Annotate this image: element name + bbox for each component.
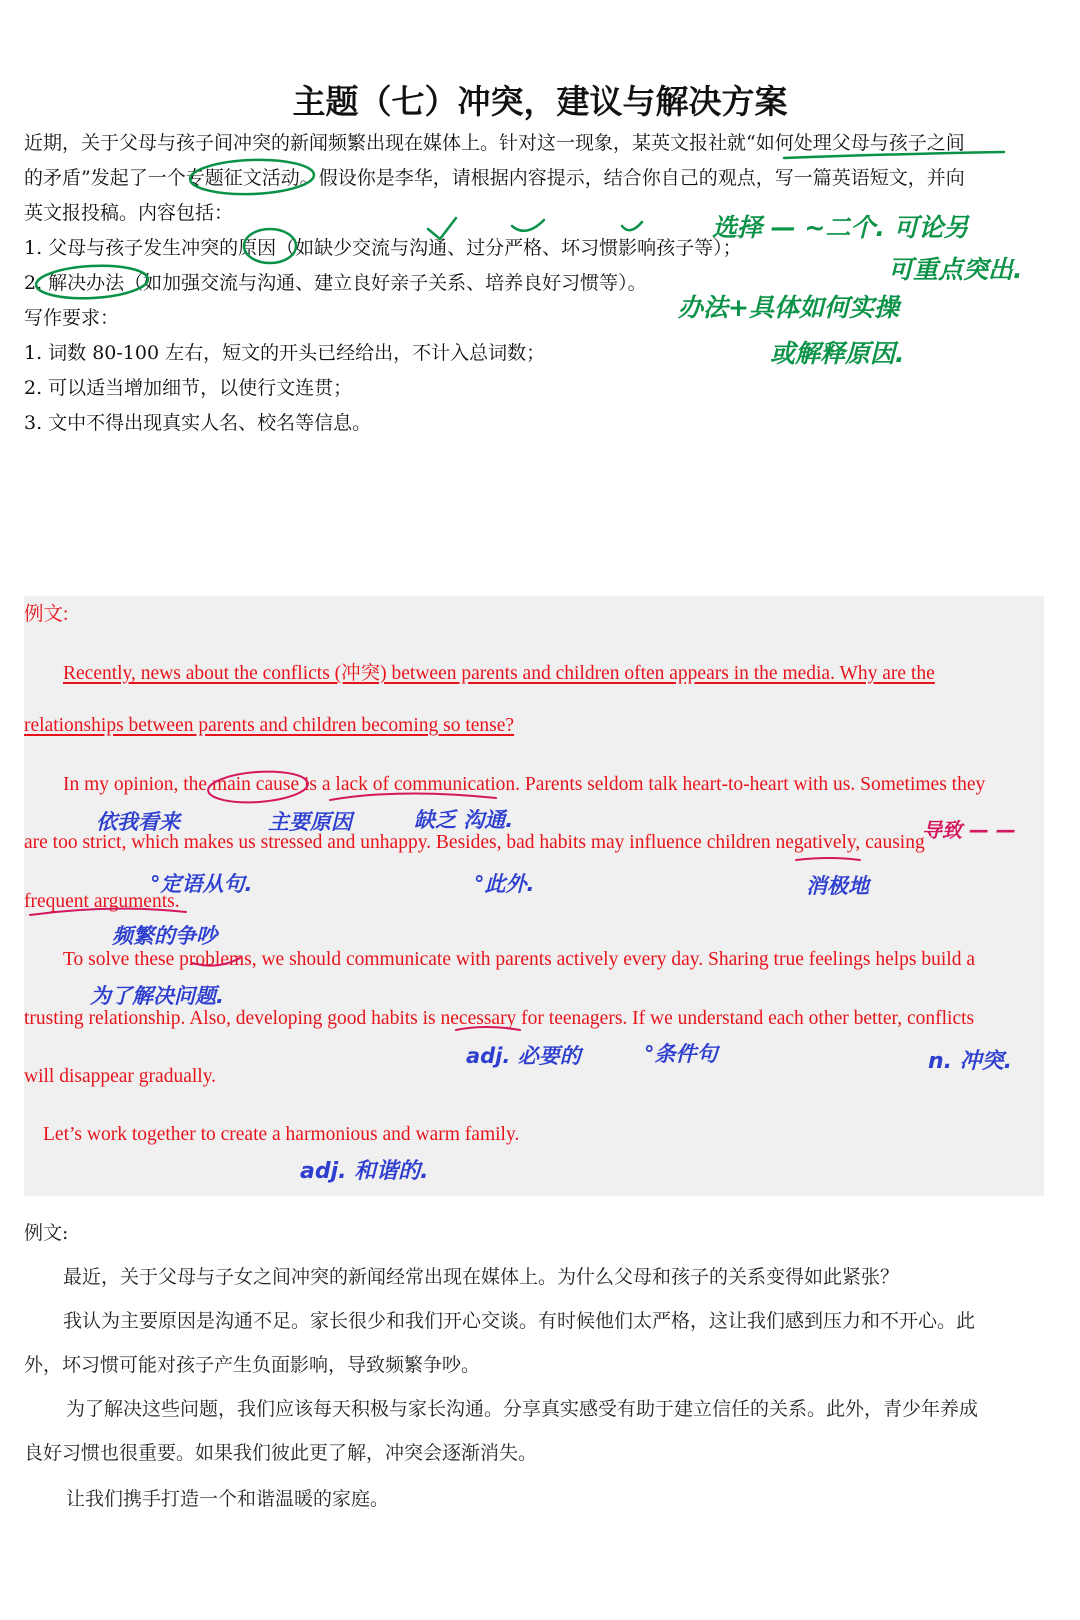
magenta-note-causing: 导致 — — <box>922 818 1016 842</box>
prompt-item-2: 2. 解决办法（如加强交流与沟通、建立良好亲子关系、培养良好习惯等）。 <box>24 272 647 294</box>
blue-note-conflicts: n. 冲突. <box>928 1049 1013 1074</box>
blue-note-negatively: 消极地 <box>806 874 869 898</box>
sample-en-line-8: will disappear gradually. <box>24 1066 217 1087</box>
sample-zh-line-4: 为了解决这些问题，我们应该每天积极与家长沟通。分享真实感受有助于建立信任的关系。此外，青少年养成 <box>66 1398 979 1420</box>
sample-zh-line-1: 最近，关于父母与子女之间冲突的新闻经常出现在媒体上。为什么父母和孩子的关系变得如此紧张？ <box>63 1266 900 1288</box>
requirement-2: 2. 可以适当增加细节，以使行文连贯； <box>24 377 353 399</box>
sample-zh-line-6: 让我们携手打造一个和谐温暖的家庭。 <box>66 1488 390 1510</box>
sample-zh-label: 例文: <box>24 1222 69 1244</box>
blue-note-to-solve: 为了解决问题. <box>90 984 224 1008</box>
requirement-3: 3. 文中不得出现真实人名、校名等信息。 <box>24 412 372 434</box>
sample-zh-line-3: 外，坏习惯可能对孩子产生负面影响，导致频繁争吵。 <box>24 1354 481 1376</box>
sample-en-line-4: are too strict, which makes us stressed and unhappy. Besides, bad habits may influence children negatively, causing <box>24 832 925 853</box>
green-note-4: 或解释原因. <box>770 339 905 368</box>
sample-en-line-2: relationships between parents and children becoming so tense? <box>24 715 515 736</box>
blue-note-harmonious: adj. 和谐的. <box>300 1159 429 1184</box>
blue-note-frequent-arguments: 频繁的争吵 <box>112 924 217 948</box>
blue-note-main-cause: 主要原因 <box>268 810 352 834</box>
blue-note-necessary: adj. 必要的 <box>466 1044 581 1068</box>
green-note-1: 选择 — ~二个. 可论另 <box>712 213 969 242</box>
blue-note-in-my-opinion: 依我看来 <box>96 810 180 834</box>
requirements-label: 写作要求： <box>24 307 120 329</box>
sample-zh-line-5: 良好习惯也很重要。如果我们彼此更了解，冲突会逐渐消失。 <box>24 1442 538 1464</box>
prompt-line-3: 英文报投稿。内容包括： <box>24 202 234 224</box>
page-title: 主题（七）冲突，建议与解决方案 <box>292 82 788 121</box>
sample-en-line-3: In my opinion, the main cause is a lack of communication. Parents seldom talk heart-to-heart with us. Sometimes they <box>63 774 986 795</box>
requirement-1: 1. 词数 80-100 左右，短文的开头已经给出，不计入总词数； <box>24 342 546 364</box>
blue-note-conditional: °条件句 <box>644 1042 718 1066</box>
blue-note-besides: °此外. <box>474 872 535 896</box>
sample-en-line-1: Recently, news about the conflicts (冲突) between parents and children often appears in the media. Why are the <box>63 663 935 684</box>
green-check-3 <box>622 222 642 230</box>
prompt-line-1: 近期，关于父母与孩子间冲突的新闻频繁出现在媒体上。针对这一现象，某英文报社就“如何处理父母与孩子之间 <box>24 132 965 154</box>
blue-note-lack-communication: 缺乏 沟通. <box>414 808 514 832</box>
sample-zh-line-2: 我认为主要原因是沟通不足。家长很少和我们开心交谈。有时候他们太严格，这让我们感到压力和不开心。此 <box>63 1310 976 1332</box>
green-check-2 <box>512 220 544 231</box>
sample-en-line-7: trusting relationship. Also, developing good habits is necessary for teenagers. If we understand each other better, conflicts <box>24 1008 975 1029</box>
sample-en-line-6: To solve these problems, we should communicate with parents actively every day. Sharing true feelings helps build a <box>63 949 976 970</box>
blue-note-attributive-clause: °定语从句. <box>150 872 253 896</box>
sample-en-line-9: Let’s work together to create a harmonious and warm family. <box>43 1124 520 1145</box>
green-note-3: 办法+具体如何实操 <box>678 293 899 322</box>
prompt-line-2: 的矛盾”发起了一个专题征文活动。假设你是李华，请根据内容提示，结合你自己的观点，写一篇英语短文，并向 <box>24 167 965 189</box>
green-note-2: 可重点突出. <box>888 255 1023 284</box>
sample-en-line-5: frequent arguments. <box>24 891 180 912</box>
sample-en-label: 例文: <box>24 604 69 625</box>
prompt-item-1: 1. 父母与孩子发生冲突的原因（如缺少交流与沟通、过分严格、坏习惯影响孩子等）； <box>24 237 742 259</box>
